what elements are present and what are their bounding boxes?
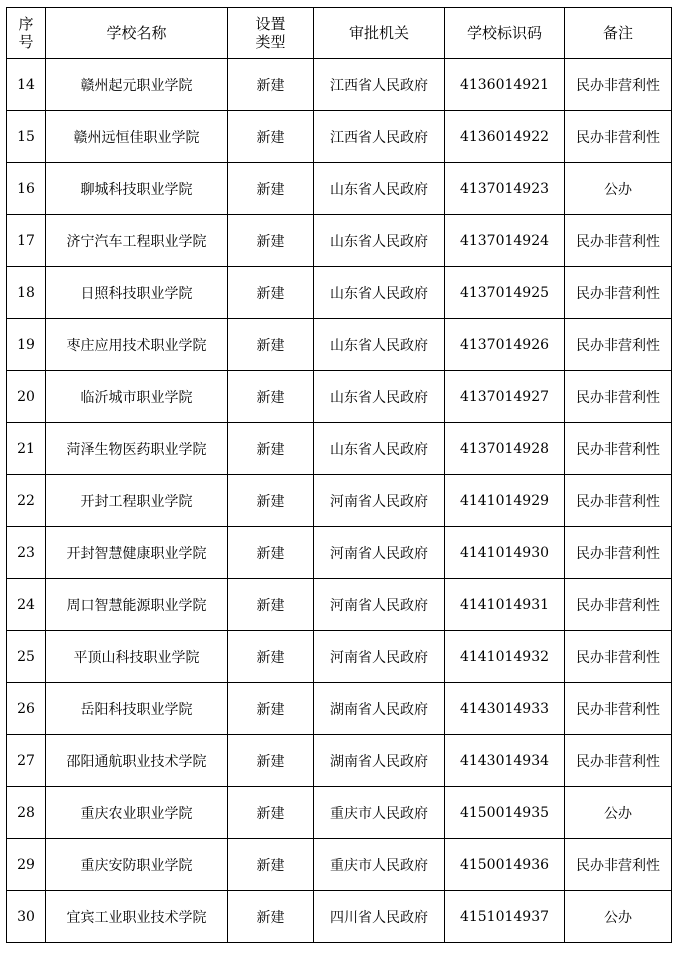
cell-school-code: 4141014931 bbox=[445, 579, 565, 631]
cell-approval-authority: 山东省人民政府 bbox=[314, 163, 445, 215]
cell-approval-authority: 江西省人民政府 bbox=[314, 59, 445, 111]
cell-school-code: 4143014933 bbox=[445, 683, 565, 735]
cell-school-name: 济宁汽车工程职业学院 bbox=[46, 215, 228, 267]
table-row bbox=[7, 267, 672, 319]
header-remark: 备注 bbox=[565, 8, 672, 59]
cell-school-code: 4136014921 bbox=[445, 59, 565, 111]
cell-school-name: 岳阳科技职业学院 bbox=[46, 683, 228, 735]
cell-setup-type: 新建 bbox=[228, 579, 314, 631]
cell-setup-type: 新建 bbox=[228, 735, 314, 787]
header-school-name: 学校名称 bbox=[46, 8, 228, 59]
cell-remark: 民办非营利性 bbox=[565, 111, 672, 163]
table-row bbox=[7, 527, 672, 579]
cell-school-name: 周口智慧能源职业学院 bbox=[46, 579, 228, 631]
cell-school-name: 赣州远恒佳职业学院 bbox=[46, 111, 228, 163]
table-body bbox=[7, 59, 672, 943]
header-approval-authority: 审批机关 bbox=[314, 8, 445, 59]
cell-school-code: 4141014930 bbox=[445, 527, 565, 579]
cell-approval-authority: 河南省人民政府 bbox=[314, 579, 445, 631]
cell-remark: 民办非营利性 bbox=[565, 735, 672, 787]
cell-seq: 16 bbox=[7, 163, 46, 215]
cell-approval-authority: 四川省人民政府 bbox=[314, 891, 445, 943]
cell-remark: 民办非营利性 bbox=[565, 215, 672, 267]
cell-approval-authority: 山东省人民政府 bbox=[314, 319, 445, 371]
cell-school-name: 平顶山科技职业学院 bbox=[46, 631, 228, 683]
cell-school-code: 4141014932 bbox=[445, 631, 565, 683]
cell-school-name: 赣州起元职业学院 bbox=[46, 59, 228, 111]
header-setup-type: 设置类型 bbox=[228, 8, 314, 59]
cell-school-name: 邵阳通航职业技术学院 bbox=[46, 735, 228, 787]
school-table bbox=[6, 7, 672, 943]
cell-approval-authority: 山东省人民政府 bbox=[314, 215, 445, 267]
cell-approval-authority: 河南省人民政府 bbox=[314, 527, 445, 579]
header-row bbox=[7, 8, 672, 59]
cell-approval-authority: 河南省人民政府 bbox=[314, 475, 445, 527]
header-school-code: 学校标识码 bbox=[445, 8, 565, 59]
cell-approval-authority: 山东省人民政府 bbox=[314, 267, 445, 319]
cell-approval-authority: 江西省人民政府 bbox=[314, 111, 445, 163]
cell-remark: 民办非营利性 bbox=[565, 371, 672, 423]
cell-seq: 24 bbox=[7, 579, 46, 631]
table-row bbox=[7, 579, 672, 631]
cell-seq: 22 bbox=[7, 475, 46, 527]
cell-approval-authority: 湖南省人民政府 bbox=[314, 683, 445, 735]
table-row bbox=[7, 59, 672, 111]
table-row bbox=[7, 891, 672, 943]
cell-seq: 18 bbox=[7, 267, 46, 319]
table-row bbox=[7, 787, 672, 839]
cell-setup-type: 新建 bbox=[228, 891, 314, 943]
cell-approval-authority: 山东省人民政府 bbox=[314, 371, 445, 423]
cell-setup-type: 新建 bbox=[228, 475, 314, 527]
cell-remark: 民办非营利性 bbox=[565, 475, 672, 527]
cell-approval-authority: 河南省人民政府 bbox=[314, 631, 445, 683]
cell-approval-authority: 重庆市人民政府 bbox=[314, 839, 445, 891]
table-row bbox=[7, 683, 672, 735]
cell-school-name: 菏泽生物医药职业学院 bbox=[46, 423, 228, 475]
cell-remark: 民办非营利性 bbox=[565, 527, 672, 579]
cell-setup-type: 新建 bbox=[228, 215, 314, 267]
cell-setup-type: 新建 bbox=[228, 319, 314, 371]
cell-school-name: 重庆农业职业学院 bbox=[46, 787, 228, 839]
cell-seq: 26 bbox=[7, 683, 46, 735]
cell-remark: 民办非营利性 bbox=[565, 267, 672, 319]
table-row bbox=[7, 839, 672, 891]
cell-seq: 25 bbox=[7, 631, 46, 683]
cell-seq: 20 bbox=[7, 371, 46, 423]
cell-school-name: 开封智慧健康职业学院 bbox=[46, 527, 228, 579]
cell-school-name: 日照科技职业学院 bbox=[46, 267, 228, 319]
cell-setup-type: 新建 bbox=[228, 163, 314, 215]
cell-school-code: 4137014923 bbox=[445, 163, 565, 215]
cell-school-code: 4136014922 bbox=[445, 111, 565, 163]
cell-remark: 民办非营利性 bbox=[565, 59, 672, 111]
cell-setup-type: 新建 bbox=[228, 111, 314, 163]
cell-approval-authority: 重庆市人民政府 bbox=[314, 787, 445, 839]
cell-school-name: 枣庄应用技术职业学院 bbox=[46, 319, 228, 371]
table-row bbox=[7, 163, 672, 215]
cell-school-code: 4137014926 bbox=[445, 319, 565, 371]
table-row bbox=[7, 735, 672, 787]
cell-setup-type: 新建 bbox=[228, 371, 314, 423]
table-row bbox=[7, 371, 672, 423]
table-row bbox=[7, 475, 672, 527]
cell-school-name: 开封工程职业学院 bbox=[46, 475, 228, 527]
cell-remark: 公办 bbox=[565, 787, 672, 839]
cell-remark: 公办 bbox=[565, 163, 672, 215]
cell-school-code: 4137014927 bbox=[445, 371, 565, 423]
cell-setup-type: 新建 bbox=[228, 787, 314, 839]
cell-school-code: 4137014925 bbox=[445, 267, 565, 319]
cell-seq: 23 bbox=[7, 527, 46, 579]
table-row bbox=[7, 631, 672, 683]
cell-school-code: 4151014937 bbox=[445, 891, 565, 943]
cell-setup-type: 新建 bbox=[228, 527, 314, 579]
cell-school-code: 4143014934 bbox=[445, 735, 565, 787]
cell-seq: 27 bbox=[7, 735, 46, 787]
cell-setup-type: 新建 bbox=[228, 267, 314, 319]
table-row bbox=[7, 423, 672, 475]
cell-seq: 15 bbox=[7, 111, 46, 163]
cell-school-code: 4141014929 bbox=[445, 475, 565, 527]
cell-seq: 28 bbox=[7, 787, 46, 839]
cell-school-name: 临沂城市职业学院 bbox=[46, 371, 228, 423]
cell-school-code: 4150014936 bbox=[445, 839, 565, 891]
cell-school-code: 4150014935 bbox=[445, 787, 565, 839]
cell-remark: 民办非营利性 bbox=[565, 839, 672, 891]
cell-school-name: 聊城科技职业学院 bbox=[46, 163, 228, 215]
header-seq: 序号 bbox=[7, 8, 46, 59]
cell-setup-type: 新建 bbox=[228, 683, 314, 735]
cell-seq: 21 bbox=[7, 423, 46, 475]
cell-setup-type: 新建 bbox=[228, 839, 314, 891]
cell-approval-authority: 湖南省人民政府 bbox=[314, 735, 445, 787]
cell-remark: 民办非营利性 bbox=[565, 423, 672, 475]
cell-school-code: 4137014928 bbox=[445, 423, 565, 475]
cell-seq: 29 bbox=[7, 839, 46, 891]
cell-setup-type: 新建 bbox=[228, 59, 314, 111]
cell-setup-type: 新建 bbox=[228, 423, 314, 475]
cell-school-name: 宜宾工业职业技术学院 bbox=[46, 891, 228, 943]
cell-approval-authority: 山东省人民政府 bbox=[314, 423, 445, 475]
cell-setup-type: 新建 bbox=[228, 631, 314, 683]
cell-remark: 民办非营利性 bbox=[565, 319, 672, 371]
cell-remark: 公办 bbox=[565, 891, 672, 943]
cell-remark: 民办非营利性 bbox=[565, 683, 672, 735]
cell-seq: 30 bbox=[7, 891, 46, 943]
cell-school-code: 4137014924 bbox=[445, 215, 565, 267]
table-row bbox=[7, 319, 672, 371]
cell-seq: 14 bbox=[7, 59, 46, 111]
cell-school-name: 重庆安防职业学院 bbox=[46, 839, 228, 891]
table-row bbox=[7, 111, 672, 163]
cell-seq: 19 bbox=[7, 319, 46, 371]
cell-remark: 民办非营利性 bbox=[565, 579, 672, 631]
cell-remark: 民办非营利性 bbox=[565, 631, 672, 683]
table-row bbox=[7, 215, 672, 267]
cell-seq: 17 bbox=[7, 215, 46, 267]
